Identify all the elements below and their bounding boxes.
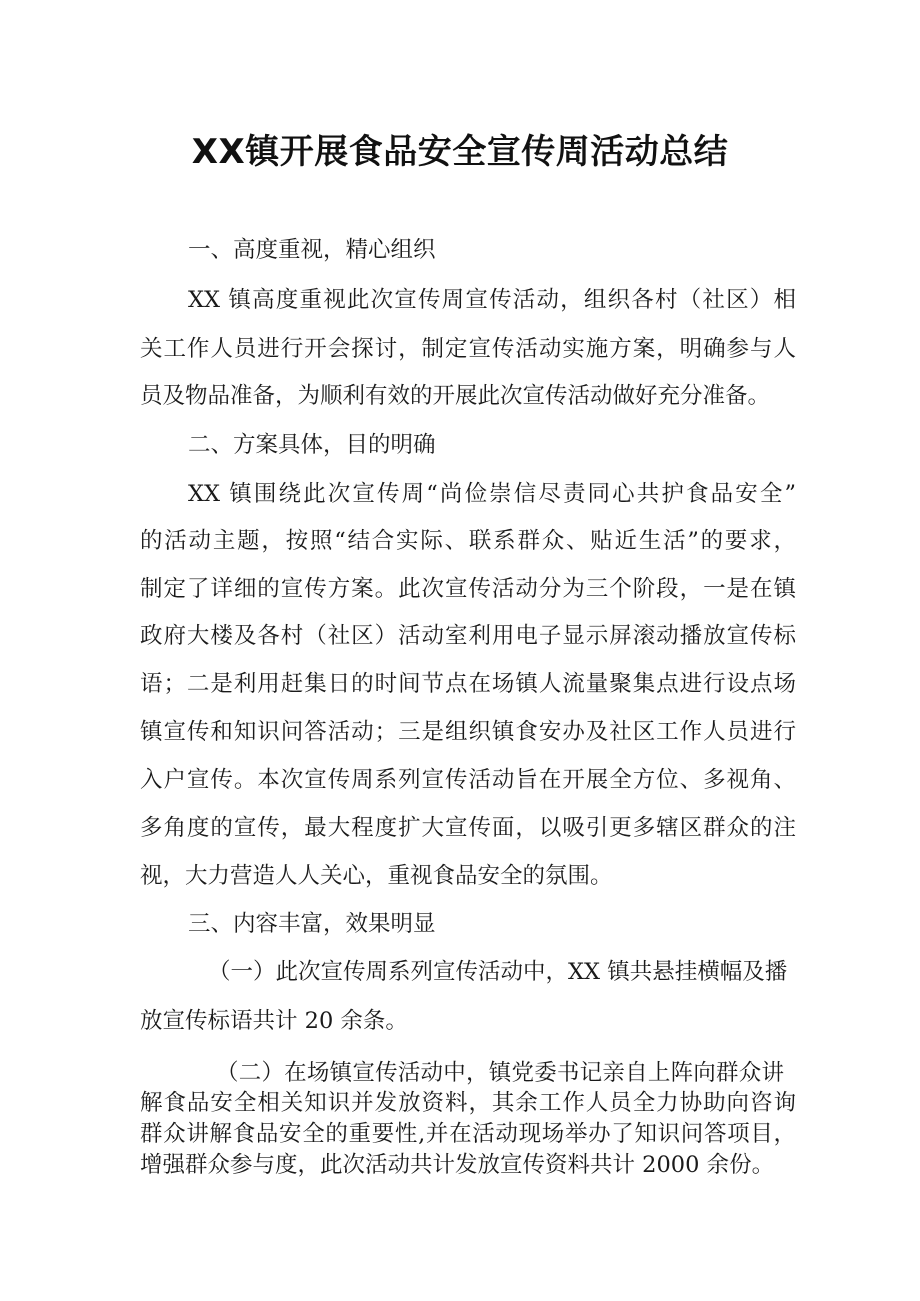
paragraph-line: 政府大楼及各村（社区）活动室利用电子显示屏滚动播放宣传标 [140,623,796,649]
paragraph-line: XX 镇围绕此次宣传周“尚俭崇信尽责同心共护食品安全” [188,481,796,507]
paragraph-line: 群众讲解食品安全的重要性,并在活动现场举办了知识问答项目， [140,1121,796,1147]
paragraph-line: 放宣传标语共计 20 余条。 [140,1008,408,1034]
document-title: XX镇开展食品安全宣传周活动总结 [191,132,729,172]
paragraph-line: 入户宣传。本次宣传周系列宣传活动旨在开展全方位、多视角、 [140,767,796,793]
paragraph-line: 视，大力营造人人关心，重视食品安全的氛围。 [140,863,613,889]
paragraph-line: （一）此次宣传周系列宣传活动中，XX 镇共悬挂横幅及播 [208,959,788,985]
paragraph-line: 语；二是利用赶集日的时间节点在场镇人流量聚集点进行设点场 [140,671,796,697]
paragraph-line: 制定了详细的宣传方案。此次宣传活动分为三个阶段，一是在镇 [140,576,796,602]
paragraph-line: XX 镇高度重视此次宣传周宣传活动，组织各村（社区）相 [188,287,796,313]
paragraph-line: 的活动主题，按照“结合实际、联系群众、贴近生活”的要求， [140,528,796,554]
paragraph-line: 员及物品准备，为顺利有效的开展此次宣传活动做好充分准备。 [140,383,771,409]
paragraph-line: 多角度的宣传，最大程度扩大宣传面，以吸引更多辖区群众的注 [140,815,796,841]
section-heading-1: 一、高度重视，精心组织 [188,237,436,263]
section-heading-2: 二、方案具体，目的明确 [188,432,436,458]
paragraph-line: 镇宣传和知识问答活动；三是组织镇食安办及社区工作人员进行 [140,719,796,745]
section-heading-3: 三、内容丰富，效果明显 [188,911,436,937]
paragraph-line: 增强群众参与度，此次活动共计发放宣传资料共计 2000 余份。 [140,1152,775,1178]
paragraph-line: 解食品安全相关知识并发放资料，其余工作人员全力协助向咨询 [140,1090,796,1116]
paragraph-line: 关工作人员进行开会探讨，制定宣传活动实施方案，明确参与人 [140,336,796,362]
paragraph-line: （二）在场镇宣传活动中，镇党委书记亲自上阵向群众讲 [216,1060,784,1086]
